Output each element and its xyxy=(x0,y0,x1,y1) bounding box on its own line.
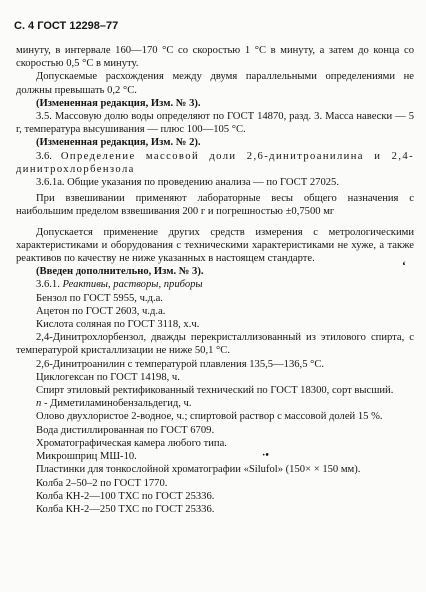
para-prefix: n xyxy=(36,398,42,410)
section-title: Определение массовой доли 2,6-динитроанилина и 2,4-динитрохлорбензола xyxy=(16,150,415,175)
section-3-6-1-heading xyxy=(16,278,414,291)
scan-speck-mark: ʻ xyxy=(402,258,406,272)
paragraph-3-5: 3.5. Массовую долю воды определяют по ГОСТ 14870, разд. 3. Масса навески — 5 г, температура высушивания — плюс 100—105 °С. xyxy=(16,111,414,136)
reagent-tin-chloride: Олово двухлористое 2-водное, ч.; спиртовой раствор с массовой долей 15 %. xyxy=(36,411,383,423)
page-header: С. 4 ГОСТ 12298–77 xyxy=(14,20,119,32)
reagent-name: - Диметиламинобензальдегид, ч. xyxy=(41,398,192,410)
reagent-water: Вода дистиллированная по ГОСТ 6709. xyxy=(36,424,215,436)
reagent-ethanol: Спирт этиловый ректификованный технический по ГОСТ 18300, сорт высший. xyxy=(36,385,394,397)
reagent-acetone: Ацетон по ГОСТ 2603, ч.д.а. xyxy=(36,305,166,317)
amendment-note-2: (Измененная редакция, Изм. № 2). xyxy=(36,137,201,149)
paragraph-continuation: минуту, в интервале 160—170 °С со скоростью 1 °С в минуту, а затем до конца со скоростью 0,5 °С в минуту. xyxy=(16,45,414,70)
section-3-6-heading xyxy=(16,150,414,176)
paragraph-3-6-1a: 3.6.1а. Общие указания по проведению анализа — по ГОСТ 27025. xyxy=(36,177,339,189)
reagent-dinitroaniline: 2,6-Динитроанилин с температурой плавления 135,5—136,5 °С. xyxy=(36,358,325,370)
reagent-benzene: Бензол по ГОСТ 5955, ч.д.а. xyxy=(36,292,163,304)
equipment-chamber: Хроматографическая камера любого типа. xyxy=(36,437,227,449)
amendment-note-3: (Измененная редакция, Изм. № 3). xyxy=(36,97,201,109)
reagent-hydrochloric-acid: Кислота соляная по ГОСТ 3118, х.ч. xyxy=(36,319,200,331)
equipment-flask-kn-250: Колба КН-2—250 ТХС по ГОСТ 25336. xyxy=(36,503,215,515)
amendment-note-introduced: (Введен дополнительно, Изм. № 3). xyxy=(36,266,204,278)
equipment-plates: Пластинки для тонкослойной хроматографии «Silufol» (150× × 150 мм). xyxy=(36,464,361,476)
reagent-dinitrochlorobenzene: 2,4-Динитрохлорбензол, дважды перекристаллизованный из этилового спирта, с температурой кристаллизации не ниже 50,1 °С. xyxy=(16,332,414,357)
paragraph-tolerance: Допускаемые расхождения между двумя параллельными определениями не должны превышать 0,2 °С. xyxy=(16,71,414,96)
equipment-microsyringe: Микрошприц МШ-10. xyxy=(36,451,137,463)
paragraph-weighing: При взвешивании применяют лабораторные весы общего назначения с наибольшим пределом взвешивания 200 г и погрешностью ±0,7500 мг xyxy=(16,193,414,218)
equipment-flask-kn-100: Колба КН-2—100 ТХС по ГОСТ 25336. xyxy=(36,490,215,502)
document-body xyxy=(16,44,414,516)
paragraph-alternatives: Допускается применение других средств измерения с метрологическими характеристиками и оборудования с техническими характеристиками не хуже, а также реактивов по качеству не ниже указанных в настоящем стандарте. xyxy=(16,226,414,265)
section-number: 3.6. xyxy=(36,150,52,162)
reagent-cyclohexane: Циклогексан по ГОСТ 14198, ч. xyxy=(36,371,180,383)
reagent-dimethylaminobenzaldehyde xyxy=(16,397,414,410)
scan-dot-mark: ·• xyxy=(262,450,269,461)
equipment-flask-2-50-2: Колба 2–50–2 по ГОСТ 1770. xyxy=(36,477,168,489)
section-title: Реактивы, растворы, приборы xyxy=(62,279,203,291)
section-number: 3.6.1. xyxy=(36,279,60,291)
